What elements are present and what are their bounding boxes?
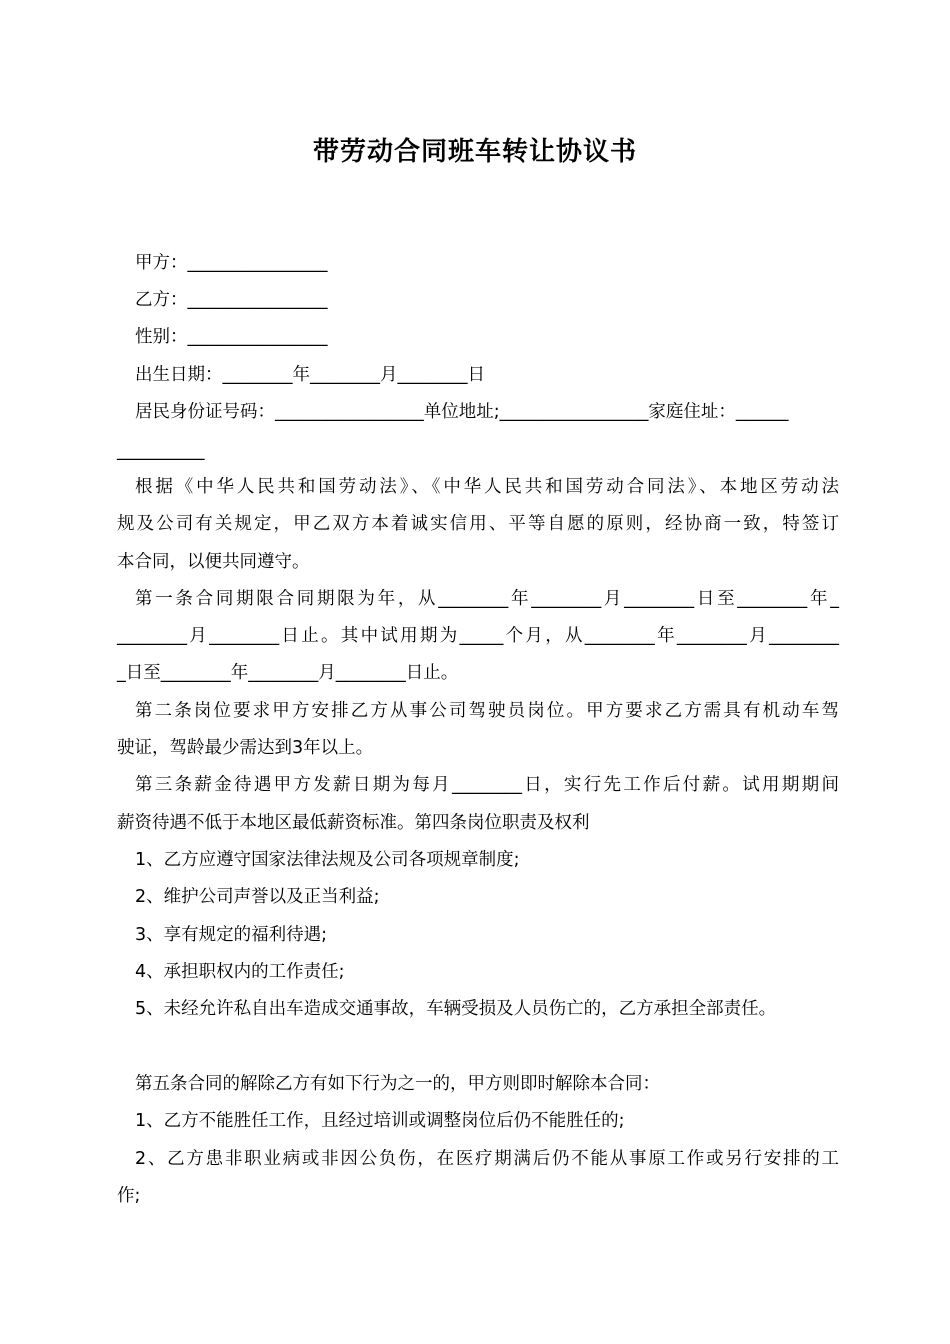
article-1-line-2: ________月________日止。其中试用期为_____个月，从________年________月________ [117, 626, 839, 646]
preamble-line-3: 本合同，以便共同遵守。 [117, 552, 310, 572]
party-a-line: 甲方：________________ [135, 253, 328, 273]
duty-item-4: 4、承担职权内的工作责任; [135, 962, 345, 982]
article-2-line-2: 驶证，驾龄最少需达到3年以上。 [117, 738, 374, 758]
duty-item-2: 2、维护公司声誉以及正当利益; [135, 887, 380, 907]
gender-line: 性别：________________ [135, 327, 328, 347]
article-2-line-1: 第二条岗位要求甲方安排乙方从事公司驾驶员岗位。甲方要求乙方需具有机动车驾 [135, 701, 839, 721]
id-address-line: 居民身份证号码：_________________单位地址;_________________家庭住址：______ [135, 402, 789, 422]
article-1-line-1: 第一条合同期限合同期限为年，从________年________月________日至________年_ [135, 589, 839, 609]
article-3-line-2: 薪资待遇不低于本地区最低薪资标准。第四条岗位职责及权利 [117, 813, 590, 833]
article-5-heading: 第五条合同的解除乙方有如下行为之一的，甲方则即时解除本合同： [135, 1074, 660, 1094]
party-b-line: 乙方：________________ [135, 290, 328, 310]
duty-item-1: 1、乙方应遵守国家法律法规及公司各项规章制度; [135, 850, 520, 870]
article-1-line-3: _日至________年________月________日止。 [117, 663, 459, 683]
preamble-line-1: 根据《中华人民共和国劳动法》、《中华人民共和国劳动合同法》、本地区劳动法 [135, 477, 839, 497]
document-title: 带劳动合同班车转让协议书 [312, 137, 637, 167]
duty-item-5: 5、未经允许私自出车造成交通事故，车辆受损及人员伤亡的，乙方承担全部责任。 [135, 999, 777, 1019]
duty-item-3: 3、享有规定的福利待遇; [135, 925, 328, 945]
id-address-line-cont: __________ [117, 441, 205, 461]
birth-date-line: 出生日期：________年________月________日 [135, 365, 485, 385]
article-3-line-1: 第三条薪金待遇甲方发薪日期为每月________日，实行先工作后付薪。试用期期间 [135, 775, 839, 795]
preamble-line-2: 规及公司有关规定，甲乙双方本着诚实信用、平等自愿的原则，经协商一致，特签订 [117, 514, 839, 534]
termination-item-2-cont: 作; [117, 1186, 141, 1206]
termination-item-1: 1、乙方不能胜任工作，且经过培训或调整岗位后仍不能胜任的; [135, 1111, 625, 1131]
termination-item-2: 2、乙方患非职业病或非因公负伤，在医疗期满后仍不能从事原工作或另行安排的工 [135, 1149, 839, 1169]
